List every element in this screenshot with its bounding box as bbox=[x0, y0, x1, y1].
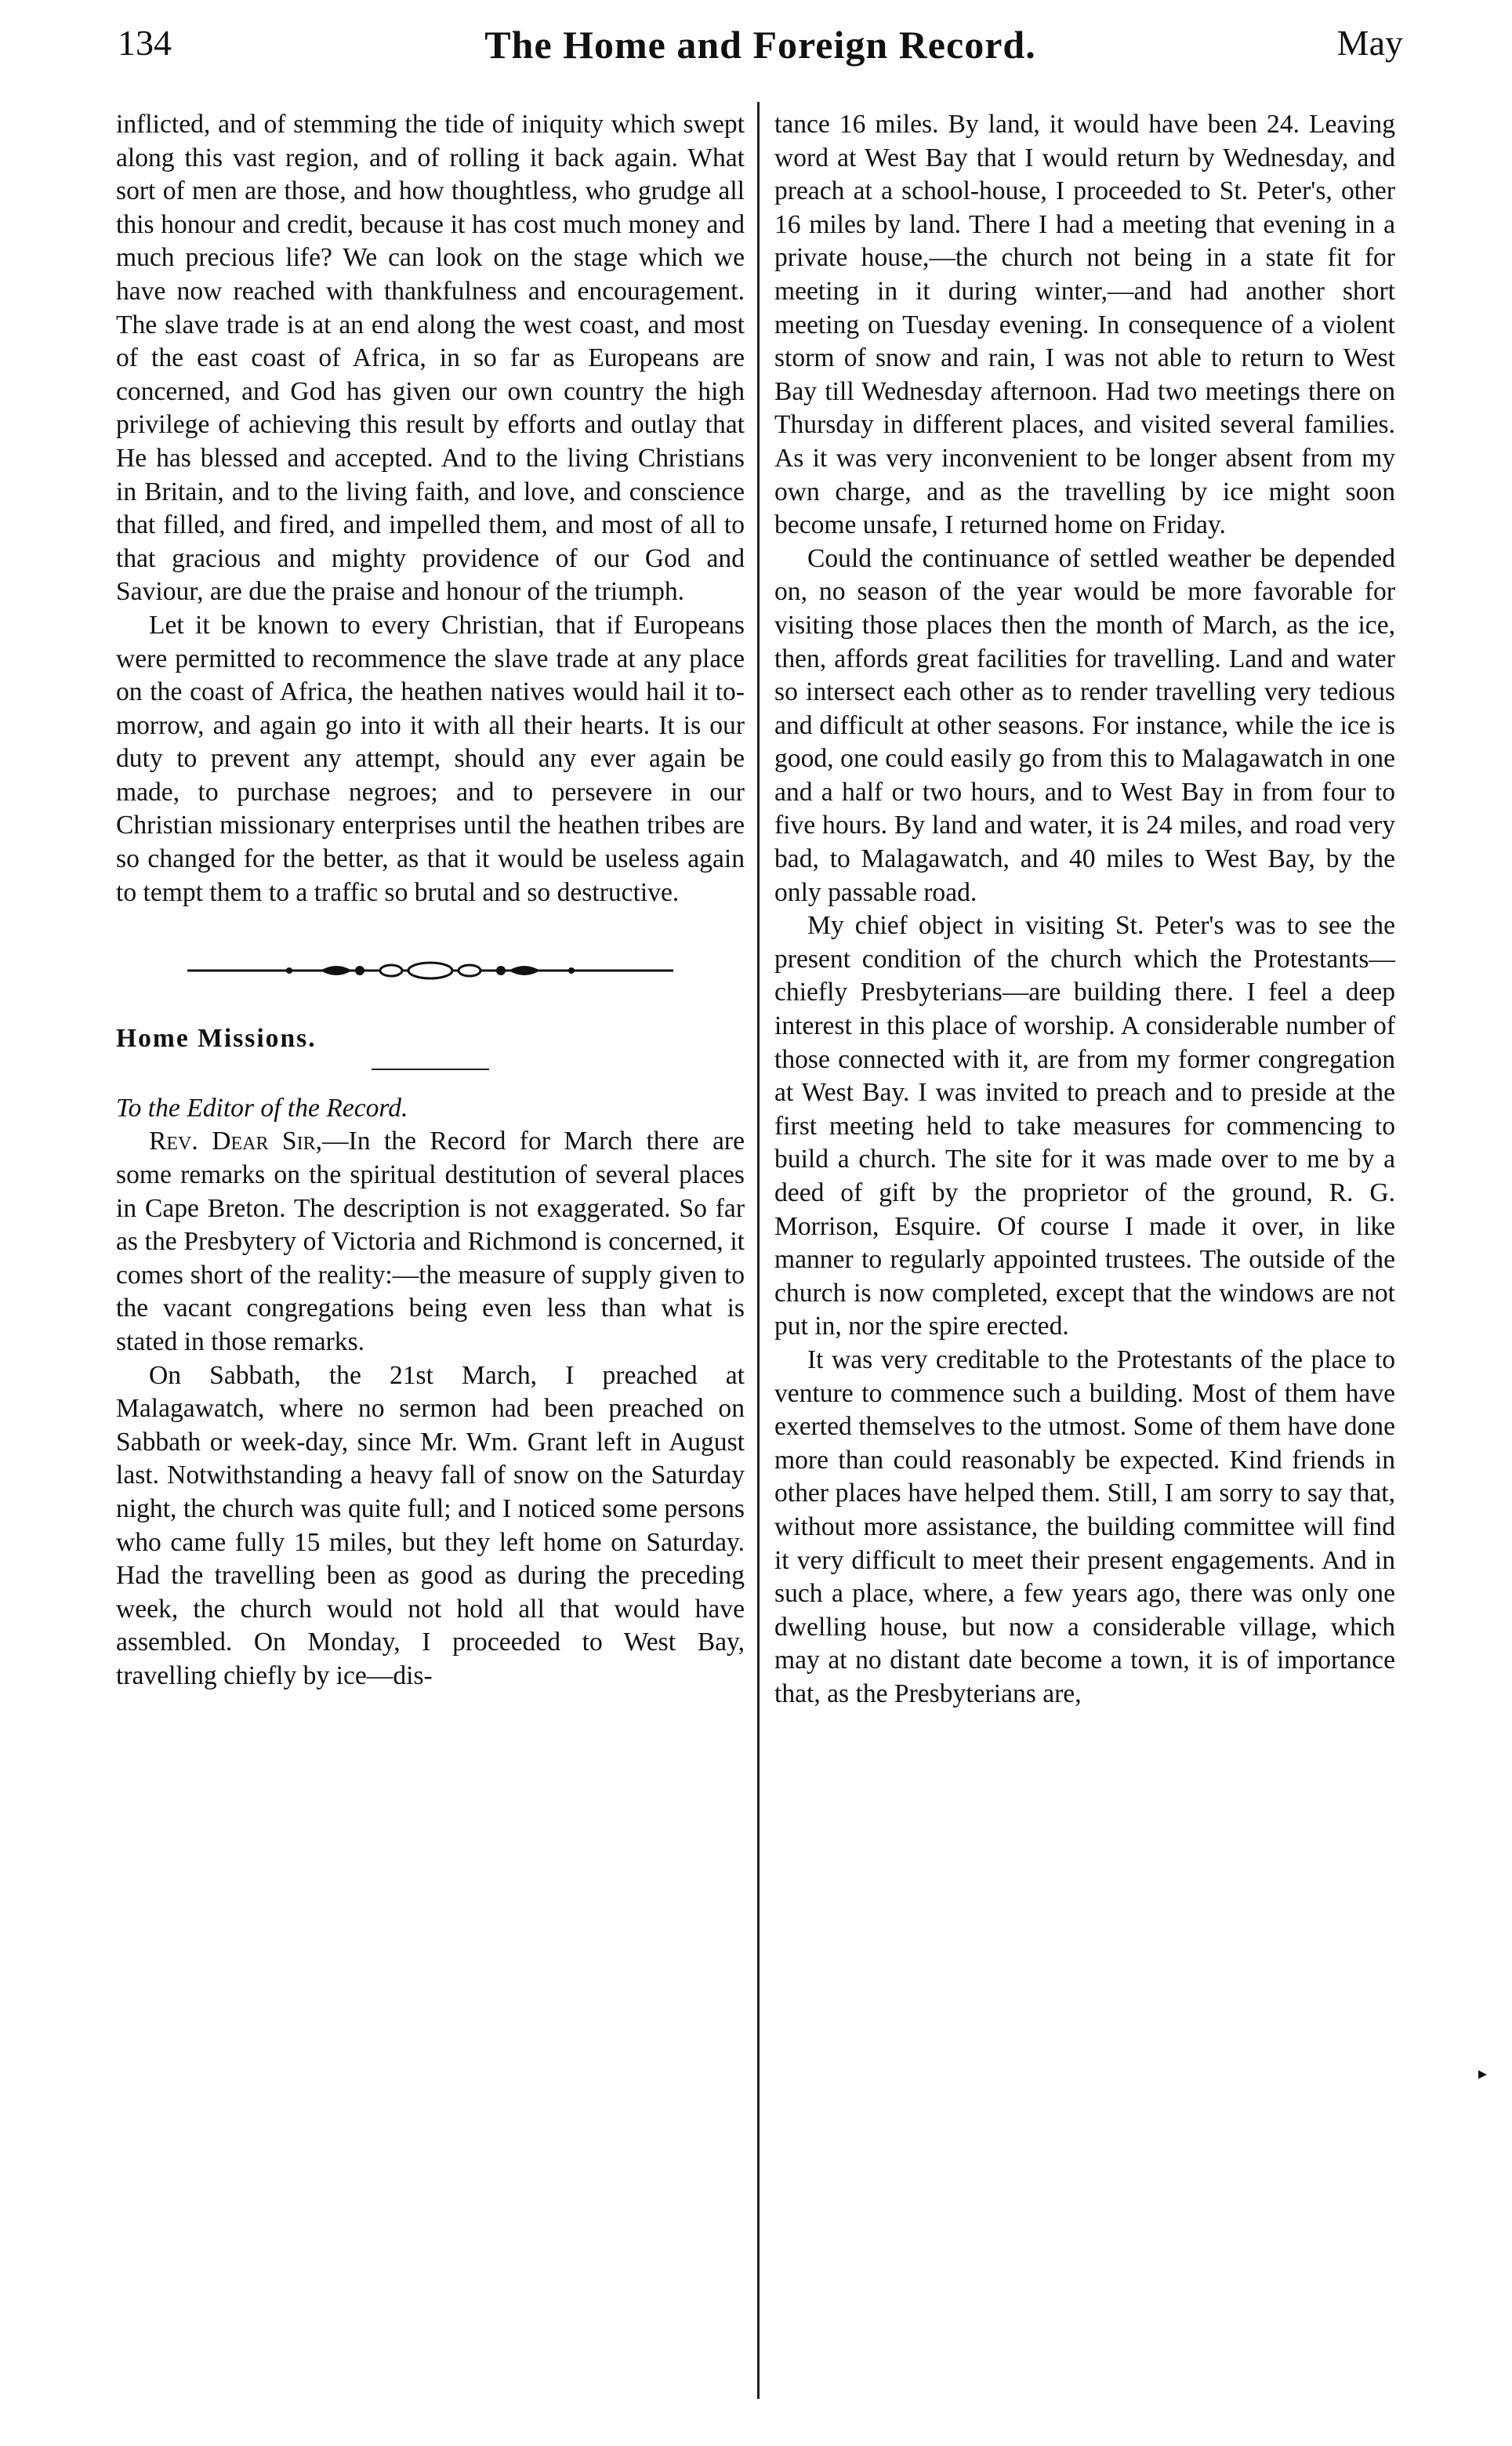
paragraph: On Sabbath, the 21st March, I preached at Malagawatch, where no sermon had been preached on Sabbath or week-day, since Mr. Wm. Grant left in August last. Notwithstanding a heavy fall of snow on the Saturday night, the church was quite full; and I noticed some persons who came fully 15 miles, but they left home on Saturday. Had the travelling been as good as during the preceding week, the church would not hold all that would have assembled. On Monday, I proceeded to West Bay, travelling chiefly by ice—dis- bbox=[116, 1360, 745, 1690]
right-column bbox=[774, 108, 1395, 1711]
left-column bbox=[116, 108, 745, 1693]
paragraph: My chief object in visiting St. Peter's was to see the present condition of the church which the Protestants—chiefly Presbyterians—are building there. I feel a deep interest in this place of worship. A considerable number of those connected with it, are from my former congregation at West Bay. I was invited to preach and to preside at the first meeting held to take measures for commencing to build a church. The site for it was made over to me by a deed of gift by the proprietor of the ground, R. G. Morrison, Esquire. Of course I made it over, in like manner to regularly appointed trustees. The outside of the church is now completed, except that the windows are not put in, nor the spire erected. bbox=[774, 911, 1395, 1341]
paragraph-text: —In the Record for March there are some remarks on the spiritual destitution of several places in Cape Breton. The description is not exaggerated. So far as the Presbytery of Victoria and Richmond is concerned, it comes short of the reality:—the measure of supply given to the vacant congregations being even less than what is stated in those remarks. bbox=[116, 1127, 745, 1356]
running-header bbox=[118, 22, 1403, 85]
title-rule bbox=[372, 1069, 489, 1070]
paragraph: It was very creditable to the Protestants of the place to venture to commence such a building. Most of them have exerted themselves to the utmost. Some of them have done more than could reasonably be expected. Kind friends in other places have helped them. Still, I am sorry to say that, without more assistance, the building committee will find it very difficult to meet their present engagements. And in such a place, where, a few years ago, there was only one dwelling house, but now a considerable village, which may at no distant date become a town, it is of importance that, as the Presbyterians are, bbox=[774, 1345, 1395, 1708]
letter-salutation: To the Editor of the Record. bbox=[116, 1093, 408, 1123]
journal-title: The Home and Foreign Record. bbox=[484, 23, 1036, 67]
letter-opening: Rev. Dear Sir, bbox=[149, 1127, 322, 1156]
paragraph: tance 16 miles. By land, it would have been 24. Leaving word at West Bay that I would return by Wednesday, and preach at a school-house, I proceeded to St. Peter's, other 16 miles by land. There I had a meeting that evening in a private house,—the church not being in a state fit for meeting in it during winter,—and had another short meeting on Tuesday evening. In consequence of a violent storm of snow and rain, I was not able to return to West Bay till Wednesday afternoon. Had two meetings there on Thursday in different places, and visited several families. As it was very inconvenient to be longer absent from my own charge, and as the travelling by ice might soon become unsafe, I returned home on Friday. bbox=[774, 110, 1395, 540]
paragraph: Let it be known to every Christian, that if Europeans were permitted to recommence the slave trade at any place on the coast of Africa, the heathen natives would hail it to-morrow, and again go into it with all their hearts. It is our duty to prevent any attempt, should any ever again be made, to purchase negroes; and to persevere in our Christian missionary enterprises until the heathen tribes are so changed for the better, as that it would be useless again to tempt them to a traffic so brutal and so destructive. bbox=[116, 610, 745, 907]
paragraph: Could the continuance of settled weather be depended on, no season of the year would be more favorable for visiting those places then the month of March, as the ice, then, affords great facilities for travelling. Land and water so intersect each other as to render travelling very tedious and difficult at other seasons. For instance, while the ice is good, one could easily go from this to Malagawatch in one and a half or two hours, and to West Bay in from four to five hours. By land and water, it is 24 miles, and road very bad, to Malagawatch, and 40 miles to West Bay, by the only passable road. bbox=[774, 543, 1395, 907]
page-number: 134 bbox=[118, 23, 172, 63]
column-divider bbox=[757, 102, 760, 2399]
paragraph bbox=[116, 1125, 745, 1359]
section-title: Home Missions. bbox=[116, 1024, 317, 1054]
margin-mark: ▸ bbox=[1478, 2063, 1488, 2083]
issue-month: May bbox=[1336, 23, 1403, 63]
paragraph: inflicted, and of stemming the tide of iniquity which swept along this vast region, and of rolling it back again. What sort of men are those, and how thoughtless, who grudge all this honour and credit, because it has cost much money and much precious life? We can look on the stage which we have now reached with thankfulness and encouragement. The slave trade is at an end along the west coast, and most of the east coast of Africa, in so far as Europeans are concerned, and God has given our own country the high privilege of achieving this result by efforts and outlay that He has blessed and accepted. And to the living Christians in Britain, and to the living faith, and love, and conscience that filled, and fired, and impelled them, and most of all to that gracious and mighty providence of our God and Saviour, are due the praise and honour of the triumph. bbox=[116, 110, 745, 607]
ornament-divider bbox=[187, 955, 673, 986]
